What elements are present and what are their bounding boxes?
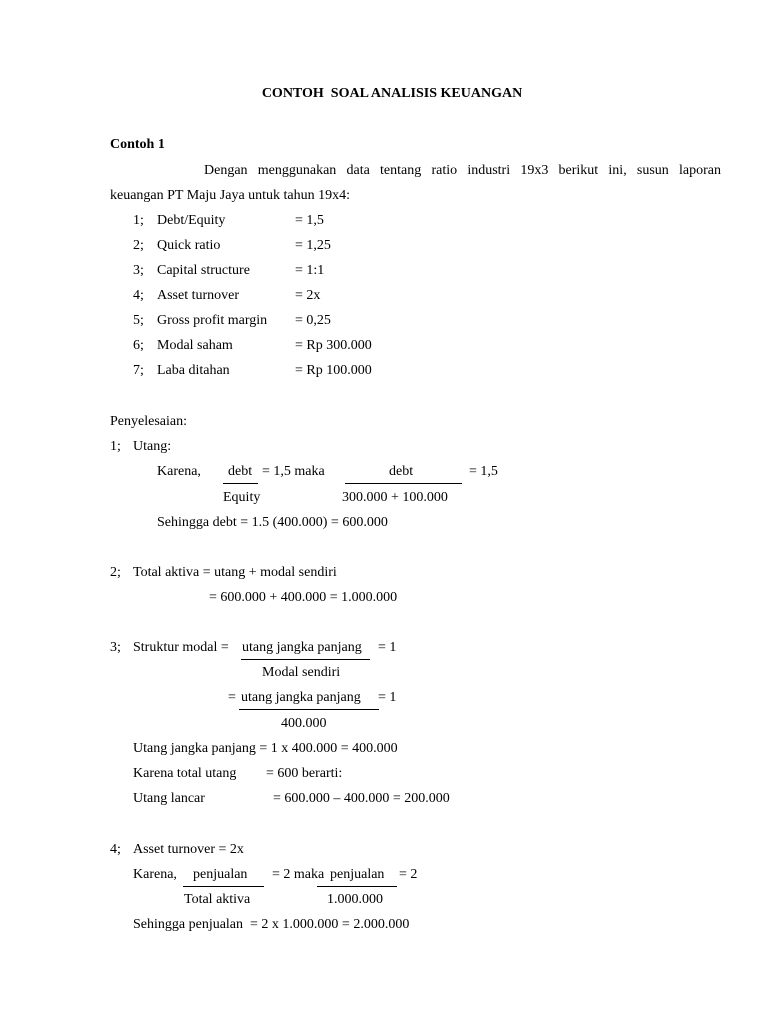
solution-heading: Penyelesaian: [110, 414, 187, 429]
ratio-name: Modal saham [157, 338, 233, 353]
ratio-number: 1; [133, 213, 144, 228]
ratio-value: = Rp 100.000 [295, 363, 372, 378]
equation-text: = 1,5 maka [262, 464, 325, 479]
intro-line-1: Dengan menggunakan data tentang ratio industri 19x3 berikut ini, susun laporan [204, 163, 721, 178]
example-heading: Contoh 1 [110, 137, 165, 152]
fraction-denominator: Modal sendiri [262, 665, 341, 680]
ratio-value: = 1:1 [295, 263, 325, 278]
fraction-bar [345, 483, 462, 484]
ratio-name: Asset turnover [157, 288, 240, 303]
equation-value: = 600.000 – 400.000 = 200.000 [273, 791, 450, 806]
equation-text: = [228, 690, 236, 705]
ratio-value: = 1,5 [295, 213, 324, 228]
fraction-bar [241, 659, 370, 660]
fraction-denominator: Total aktiva [184, 892, 251, 907]
fraction-numerator: debt [389, 464, 414, 479]
equation-text: = 2 [399, 867, 418, 882]
ratio-value: = Rp 300.000 [295, 338, 372, 353]
karena-label: Karena, [133, 867, 177, 882]
equation-text: = 1 [378, 690, 397, 705]
ratio-number: 6; [133, 338, 144, 353]
fraction-denominator: 1.000.000 [327, 892, 383, 907]
ratio-value: = 2x [295, 288, 321, 303]
ratio-name: Laba ditahan [157, 363, 230, 378]
fraction-denominator: 400.000 [281, 716, 327, 731]
page-title: CONTOH SOAL ANALISIS KEUANGAN [261, 86, 523, 101]
equation-text: Total aktiva = utang + modal sendiri [133, 565, 337, 580]
fraction-numerator: utang jangka panjang [242, 640, 362, 655]
step-number: 4; [110, 842, 121, 857]
equation-text: Utang jangka panjang = 1 x 400.000 = 400.000 [133, 741, 398, 756]
ratio-number: 2; [133, 238, 144, 253]
step-number: 2; [110, 565, 121, 580]
step-number: 1; [110, 439, 121, 454]
fraction-bar [183, 886, 264, 887]
step-number: 3; [110, 640, 121, 655]
equation-text: = 600.000 + 400.000 = 1.000.000 [209, 590, 398, 605]
fraction-numerator: debt [228, 464, 253, 479]
fraction-numerator: penjualan [330, 867, 385, 882]
karena-label: Karena, [157, 464, 201, 479]
equation-value: = 600 berarti: [266, 766, 343, 781]
fraction-denominator: Equity [223, 490, 261, 505]
ratio-number: 4; [133, 288, 144, 303]
equation-text: = 2 maka [272, 867, 325, 882]
ratio-name: Quick ratio [157, 238, 221, 253]
ratio-name: Capital structure [157, 263, 250, 278]
equation-label: Utang lancar [133, 791, 205, 806]
equation-text: = 1,5 [469, 464, 498, 479]
ratio-number: 7; [133, 363, 144, 378]
step-result: Sehingga penjualan = 2 x 1.000.000 = 2.000.000 [133, 917, 410, 932]
intro-line-2: keuangan PT Maju Jaya untuk tahun 19x4: [110, 188, 351, 203]
fraction-bar [317, 886, 397, 887]
step-title: Asset turnover = 2x [133, 842, 244, 857]
step-title: Utang: [133, 439, 172, 454]
equation-label: Karena total utang [133, 766, 237, 781]
ratio-value: = 0,25 [295, 313, 331, 328]
equation-text: Struktur modal = [133, 640, 229, 655]
ratio-name: Gross profit margin [157, 313, 268, 328]
ratio-value: = 1,25 [295, 238, 331, 253]
ratio-name: Debt/Equity [157, 213, 226, 228]
fraction-bar [239, 709, 379, 710]
ratio-number: 3; [133, 263, 144, 278]
fraction-numerator: utang jangka panjang [241, 690, 361, 705]
step-result: Sehingga debt = 1.5 (400.000) = 600.000 [157, 515, 388, 530]
fraction-bar [223, 483, 258, 484]
fraction-denominator: 300.000 + 100.000 [342, 490, 448, 505]
ratio-number: 5; [133, 313, 144, 328]
fraction-numerator: penjualan [193, 867, 248, 882]
equation-text: = 1 [378, 640, 397, 655]
